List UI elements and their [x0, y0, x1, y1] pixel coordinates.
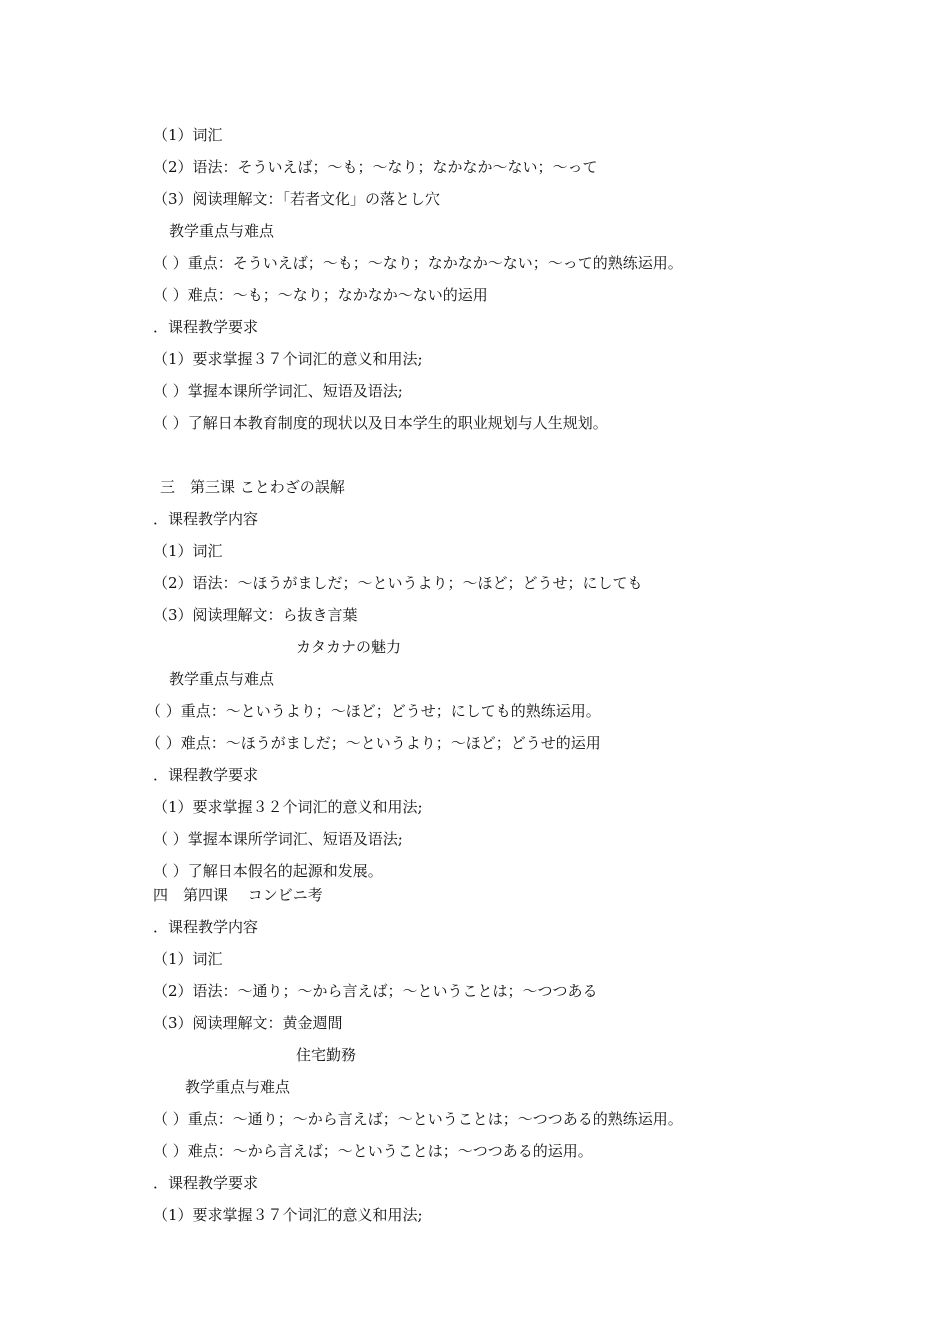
text-line: （ ）了解日本教育制度的现状以及日本学生的职业规划与人生规划。 [153, 414, 608, 432]
section-heading: 教学重点与难点 [185, 1078, 291, 1096]
text-line: （3）阅读理解文：ら抜き言葉 [153, 606, 358, 624]
text-line: （3）阅读理解文：「若者文化」の落とし穴 [153, 190, 441, 208]
section-heading: ．课程教学要求 [153, 1174, 259, 1192]
section-heading: ．课程教学要求 [153, 766, 259, 784]
text-line: （3）阅读理解文：黄金週間 [153, 1014, 343, 1032]
text-line: （1）词汇 [153, 126, 223, 144]
text-line: （1）词汇 [153, 950, 223, 968]
text-line: （ ）了解日本假名的起源和发展。 [153, 862, 383, 880]
text-line: （ ）掌握本课所学词汇、短语及语法; [153, 830, 403, 848]
text-line: （1）要求掌握３７个词汇的意义和用法; [153, 350, 423, 368]
text-line: 住宅勤務 [296, 1046, 357, 1064]
text-line: （2）语法：～ほうがましだ；～というより；～ほど；どうせ；にしても [153, 574, 643, 592]
text-line: カタカナの魅力 [296, 638, 402, 656]
text-line: （ ）难点：～も；～なり；なかなか～ない的运用 [153, 286, 488, 304]
text-line: （ ）重点：～というより；～ほど；どうせ；にしても的熟练运用。 [146, 702, 601, 720]
text-line: （2）语法：～通り；～から言えば；～ということは；～つつある [153, 982, 598, 1000]
text-line: （1）要求掌握３７个词汇的意义和用法; [153, 1206, 423, 1224]
text-line: （1）要求掌握３２个词汇的意义和用法; [153, 798, 423, 816]
text-line: （ ）重点：～通り；～から言えば；～ということは；～つつある的熟练运用。 [153, 1110, 683, 1128]
section-heading: ．课程教学要求 [153, 318, 259, 336]
lesson-title: 四 第四课 コンビニ考 [153, 886, 323, 904]
text-line: （ ）重点：そういえば；～も；～なり；なかなか～ない；～って的熟练运用。 [153, 254, 683, 272]
text-line: （ ）难点：～ほうがましだ；～というより；～ほど；どうせ的运用 [146, 734, 601, 752]
text-line: （1）词汇 [153, 542, 223, 560]
section-heading: ．课程教学内容 [153, 510, 259, 528]
section-heading: 教学重点与难点 [169, 222, 275, 240]
lesson-title: 三 第三课 ことわざの誤解 [160, 478, 345, 496]
text-line: （ ）掌握本课所学词汇、短语及语法; [153, 382, 403, 400]
text-line: （2）语法：そういえば；～も；～なり；なかなか～ない；～って [153, 158, 598, 176]
section-heading: 教学重点与难点 [169, 670, 275, 688]
text-line: （ ）难点：～から言えば；～ということは；～つつある的运用。 [153, 1142, 593, 1160]
section-heading: ．课程教学内容 [153, 918, 259, 936]
